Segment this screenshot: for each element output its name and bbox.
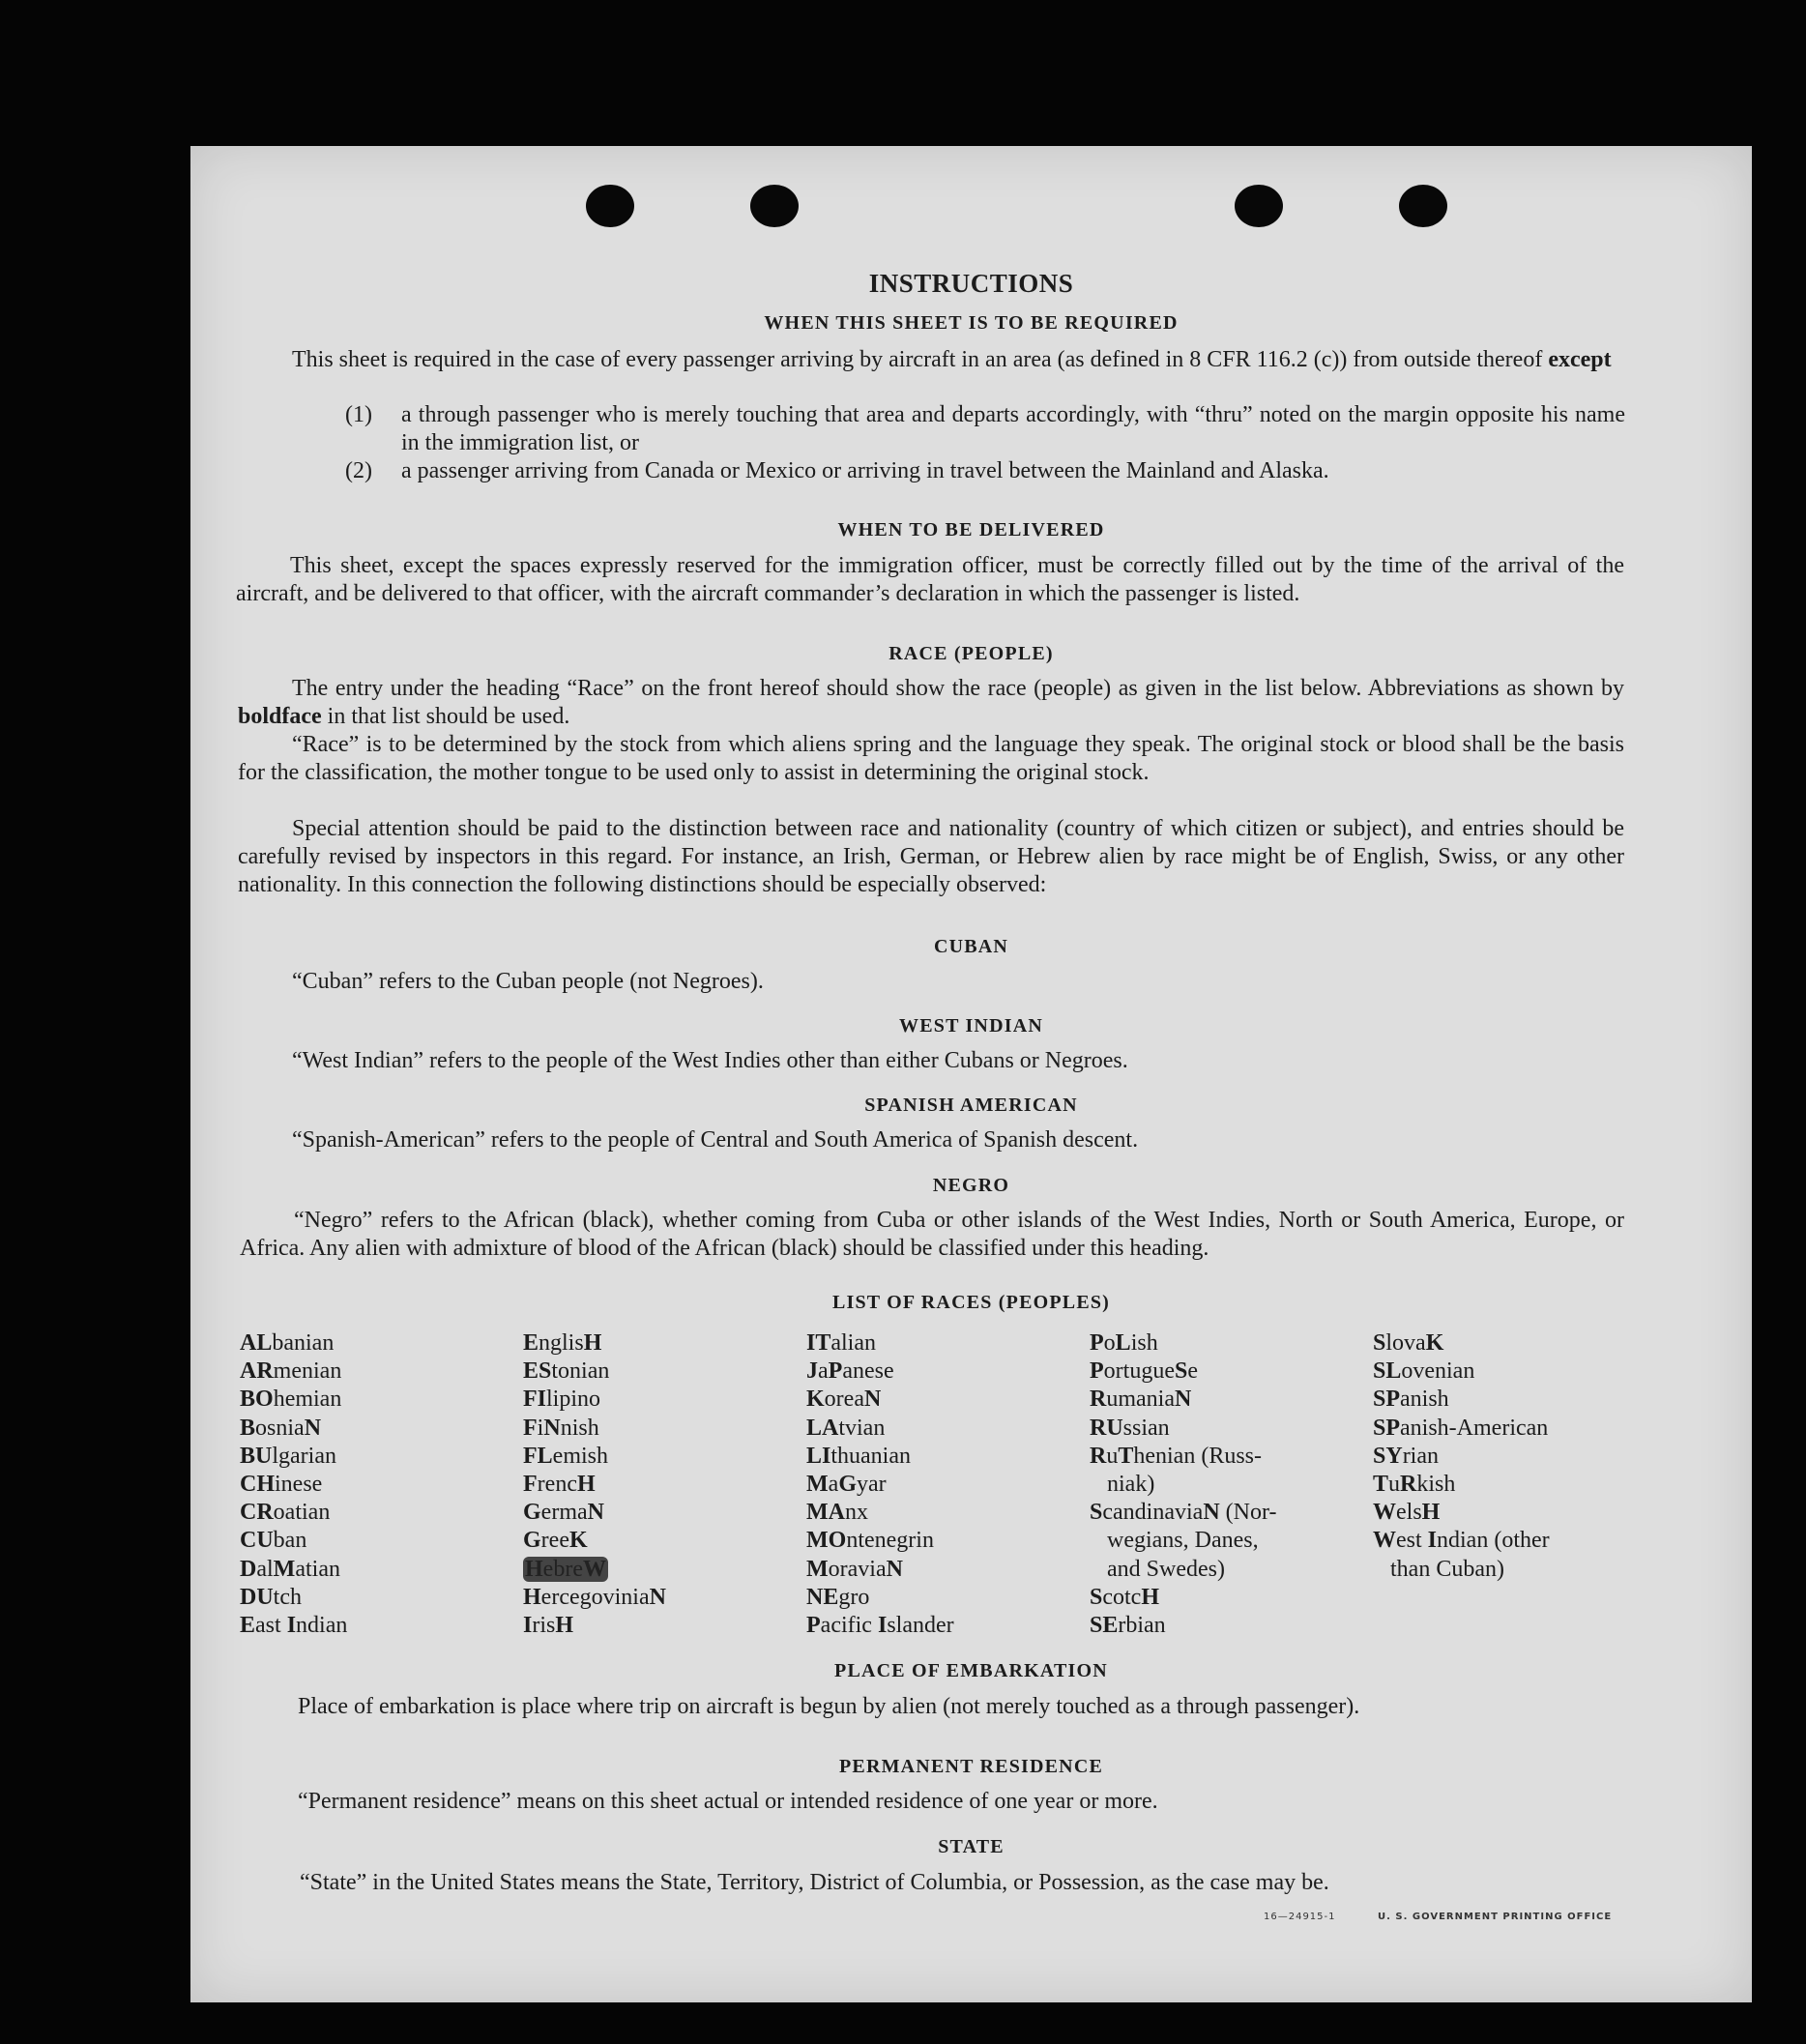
race-entry: MOntenegrin — [806, 1528, 934, 1554]
paragraph-when-delivered — [236, 552, 1624, 608]
race-entry: East Indian — [240, 1613, 348, 1639]
negro-text: “Negro” refers to the African (black), whether coming from Cuba or other islands of the West Indies, North or South America, Europe, or Africa. Any alien with admixture of blood of the African (black) should be classified under this heading. — [240, 1208, 1624, 1261]
race-entry: MAnx — [806, 1500, 868, 1526]
race-entry: ScandinaviaN (Nor- — [1090, 1500, 1277, 1526]
race-entry: CRoatian — [240, 1500, 331, 1526]
form-number: 16—24915-1 — [1264, 1912, 1336, 1922]
races-column-4 — [1090, 1329, 1276, 1640]
race-p2: “Race” is to be determined by the stock from which aliens spring and the language they speak. The original stock or blood shall be the basis for the classification, the mother tongue to be used only to assist in determining the original stock. — [238, 732, 1624, 785]
race-entry: HebreW — [525, 1556, 606, 1582]
race-entry: IrisH — [523, 1613, 574, 1639]
west-indian-text: “West Indian” refers to the people of the West Indies other than either Cubans or Negroes. — [292, 1048, 1128, 1073]
race-entry: ITalian — [806, 1330, 876, 1356]
race-entry: EStonian — [523, 1358, 610, 1385]
punch-hole — [1235, 185, 1283, 227]
exception-text: a passenger arriving from Canada or Mexico or arriving in travel between the Mainland and Alaska. — [401, 458, 1329, 483]
exception-number: (1) — [345, 402, 372, 427]
race-entry: West Indian (other — [1373, 1528, 1550, 1554]
paragraph-spanish-american — [238, 1126, 1624, 1154]
heading-negro: NEGRO — [932, 1175, 1010, 1196]
race-entry: TuRkish — [1373, 1472, 1456, 1498]
exception-text: a through passenger who is merely touching that area and departs accordingly, with “thru” noted on the margin opposite his name in the immigration list, or — [401, 402, 1625, 455]
races-list — [240, 1329, 1729, 1639]
races-column-3 — [806, 1329, 954, 1640]
race-p1-end: in that list should be used. — [321, 704, 570, 729]
race-entry: than Cuban) — [1373, 1556, 1504, 1582]
cuban-text: “Cuban” refers to the Cuban people (not Negroes). — [292, 969, 764, 994]
printer-imprint: U. S. GOVERNMENT PRINTING OFFICE — [1378, 1912, 1613, 1922]
race-entry: SYrian — [1373, 1443, 1439, 1469]
race-entry: JaPanese — [806, 1358, 894, 1385]
race-entry: RumaniaN — [1090, 1387, 1192, 1413]
race-entry: MaGyar — [806, 1472, 887, 1498]
heading-race: RACE (PEOPLE) — [888, 643, 1054, 664]
races-column-1 — [240, 1329, 347, 1640]
race-entry: EnglisH — [523, 1330, 602, 1356]
race-entry: ALbanian — [240, 1330, 335, 1356]
race-entry: FLemish — [523, 1443, 608, 1469]
race-entry: RUssian — [1090, 1415, 1170, 1441]
punch-hole — [1399, 185, 1447, 227]
race-entry: SlovaK — [1373, 1330, 1444, 1356]
paragraph-west-indian — [238, 1047, 1624, 1075]
heading-when-required: WHEN THIS SHEET IS TO BE REQUIRED — [764, 312, 1179, 334]
race-entry: SErbian — [1090, 1613, 1166, 1639]
race-entry: CUban — [240, 1528, 307, 1554]
race-entry: niak) — [1090, 1472, 1155, 1498]
embarkation-text: Place of embarkation is place where trip on aircraft is begun by alien (not merely touched as a through passenger). — [298, 1694, 1360, 1719]
race-entry: and Swedes) — [1090, 1556, 1225, 1582]
race-p1-start: The entry under the heading “Race” on the front hereof should show the race (people) as given in the list below. Abbreviations as shown by — [292, 676, 1624, 701]
race-entry: wegians, Danes, — [1090, 1528, 1259, 1554]
paragraph-cuban — [238, 968, 1624, 996]
race-entry: DUtch — [240, 1584, 302, 1610]
paragraph-race-2 — [238, 731, 1624, 787]
heading-when-delivered: WHEN TO BE DELIVERED — [837, 519, 1105, 540]
state-text: “State” in the United States means the State, Territory, District of Columbia, or Possession, as the case may be. — [300, 1870, 1329, 1895]
races-column-2 — [523, 1329, 666, 1640]
race-entry: FIlipino — [523, 1387, 601, 1413]
paragraph-embarkation — [244, 1693, 1630, 1721]
race-entry: BUlgarian — [240, 1443, 336, 1469]
race-p1-bold: boldface — [238, 704, 322, 729]
race-entry: ARmenian — [240, 1358, 342, 1385]
race-entry: Pacific Islander — [806, 1613, 954, 1639]
race-entry: DalMatian — [240, 1556, 340, 1582]
heading-spanish-american: SPANISH AMERICAN — [864, 1095, 1078, 1116]
race-entry: CHinese — [240, 1472, 323, 1498]
paragraph-race-1 — [238, 675, 1624, 731]
heading-state: STATE — [938, 1836, 1005, 1857]
when-delivered-text: This sheet, except the spaces expressly reserved for the immigration officer, must be correctly filled out by the time of the arrival of the aircraft, and be delivered to that officer, with the aircraft commander’s declaration in which the passenger is listed. — [236, 553, 1624, 606]
race-entry: HercegoviniaN — [523, 1584, 666, 1610]
heading-west-indian: WEST INDIAN — [899, 1015, 1043, 1037]
races-column-5 — [1373, 1329, 1550, 1584]
race-entry: SLovenian — [1373, 1358, 1475, 1385]
heading-list-of-races: LIST OF RACES (PEOPLES) — [831, 1292, 1111, 1313]
heading-permanent-residence: PERMANENT RESIDENCE — [838, 1756, 1104, 1777]
punch-hole — [750, 185, 799, 227]
exception-item-1 — [345, 401, 1625, 457]
exception-number: (2) — [345, 458, 372, 483]
race-entry: LAtvian — [806, 1415, 886, 1441]
race-entry: PortugueSe — [1090, 1358, 1198, 1385]
heading-cuban: CUBAN — [933, 936, 1009, 957]
race-entry: WelsH — [1373, 1500, 1441, 1526]
page-title: INSTRUCTIONS — [868, 269, 1074, 298]
race-entry: ScotcH — [1090, 1584, 1160, 1610]
race-entry: KoreaN — [806, 1387, 882, 1413]
paragraph-permanent-residence — [244, 1788, 1630, 1816]
race-entry: FrencH — [523, 1472, 596, 1498]
residence-text: “Permanent residence” means on this sheet actual or intended residence of one year or more. — [298, 1789, 1158, 1814]
punch-hole — [586, 185, 634, 227]
race-entry: RuThenian (Russ- — [1090, 1443, 1263, 1469]
when-required-intro: This sheet is required in the case of every passenger arriving by aircraft in an area (as defined in 8 CFR 116.2 (c)) from outside thereof — [292, 347, 1549, 372]
race-entry: FiNnish — [523, 1415, 599, 1441]
when-required-except: except — [1548, 347, 1612, 372]
document-sheet — [190, 146, 1752, 2002]
race-entry: SPanish — [1373, 1387, 1449, 1413]
race-entry: MoraviaN — [806, 1556, 903, 1582]
race-entry: SPanish-American — [1373, 1415, 1549, 1441]
race-entry: GreeK — [523, 1528, 588, 1554]
race-p3: Special attention should be paid to the distinction between race and nationality (country of which citizen or subject), and entries should be carefully revised by inspectors in this regard. For instance, an Irish, German, or Hebrew alien by race might be of English, Swiss, or any other nationality. In this connection the following distinctions should be especially observed: — [238, 816, 1624, 897]
paragraph-race-3 — [238, 815, 1624, 899]
paragraph-state — [246, 1869, 1632, 1897]
paragraph-when-required — [238, 346, 1624, 374]
exception-item-2 — [345, 457, 1625, 513]
race-entry: PoLish — [1090, 1330, 1158, 1356]
paragraph-negro — [240, 1207, 1624, 1263]
race-entry: BosniaN — [240, 1415, 322, 1441]
race-entry: LIthuanian — [806, 1443, 911, 1469]
race-entry: BOhemian — [240, 1387, 342, 1413]
race-entry: NEgro — [806, 1584, 870, 1610]
heading-embarkation: PLACE OF EMBARKATION — [834, 1660, 1108, 1681]
spanish-american-text: “Spanish-American” refers to the people of Central and South America of Spanish descent. — [292, 1127, 1139, 1153]
race-entry: GermaN — [523, 1500, 604, 1526]
